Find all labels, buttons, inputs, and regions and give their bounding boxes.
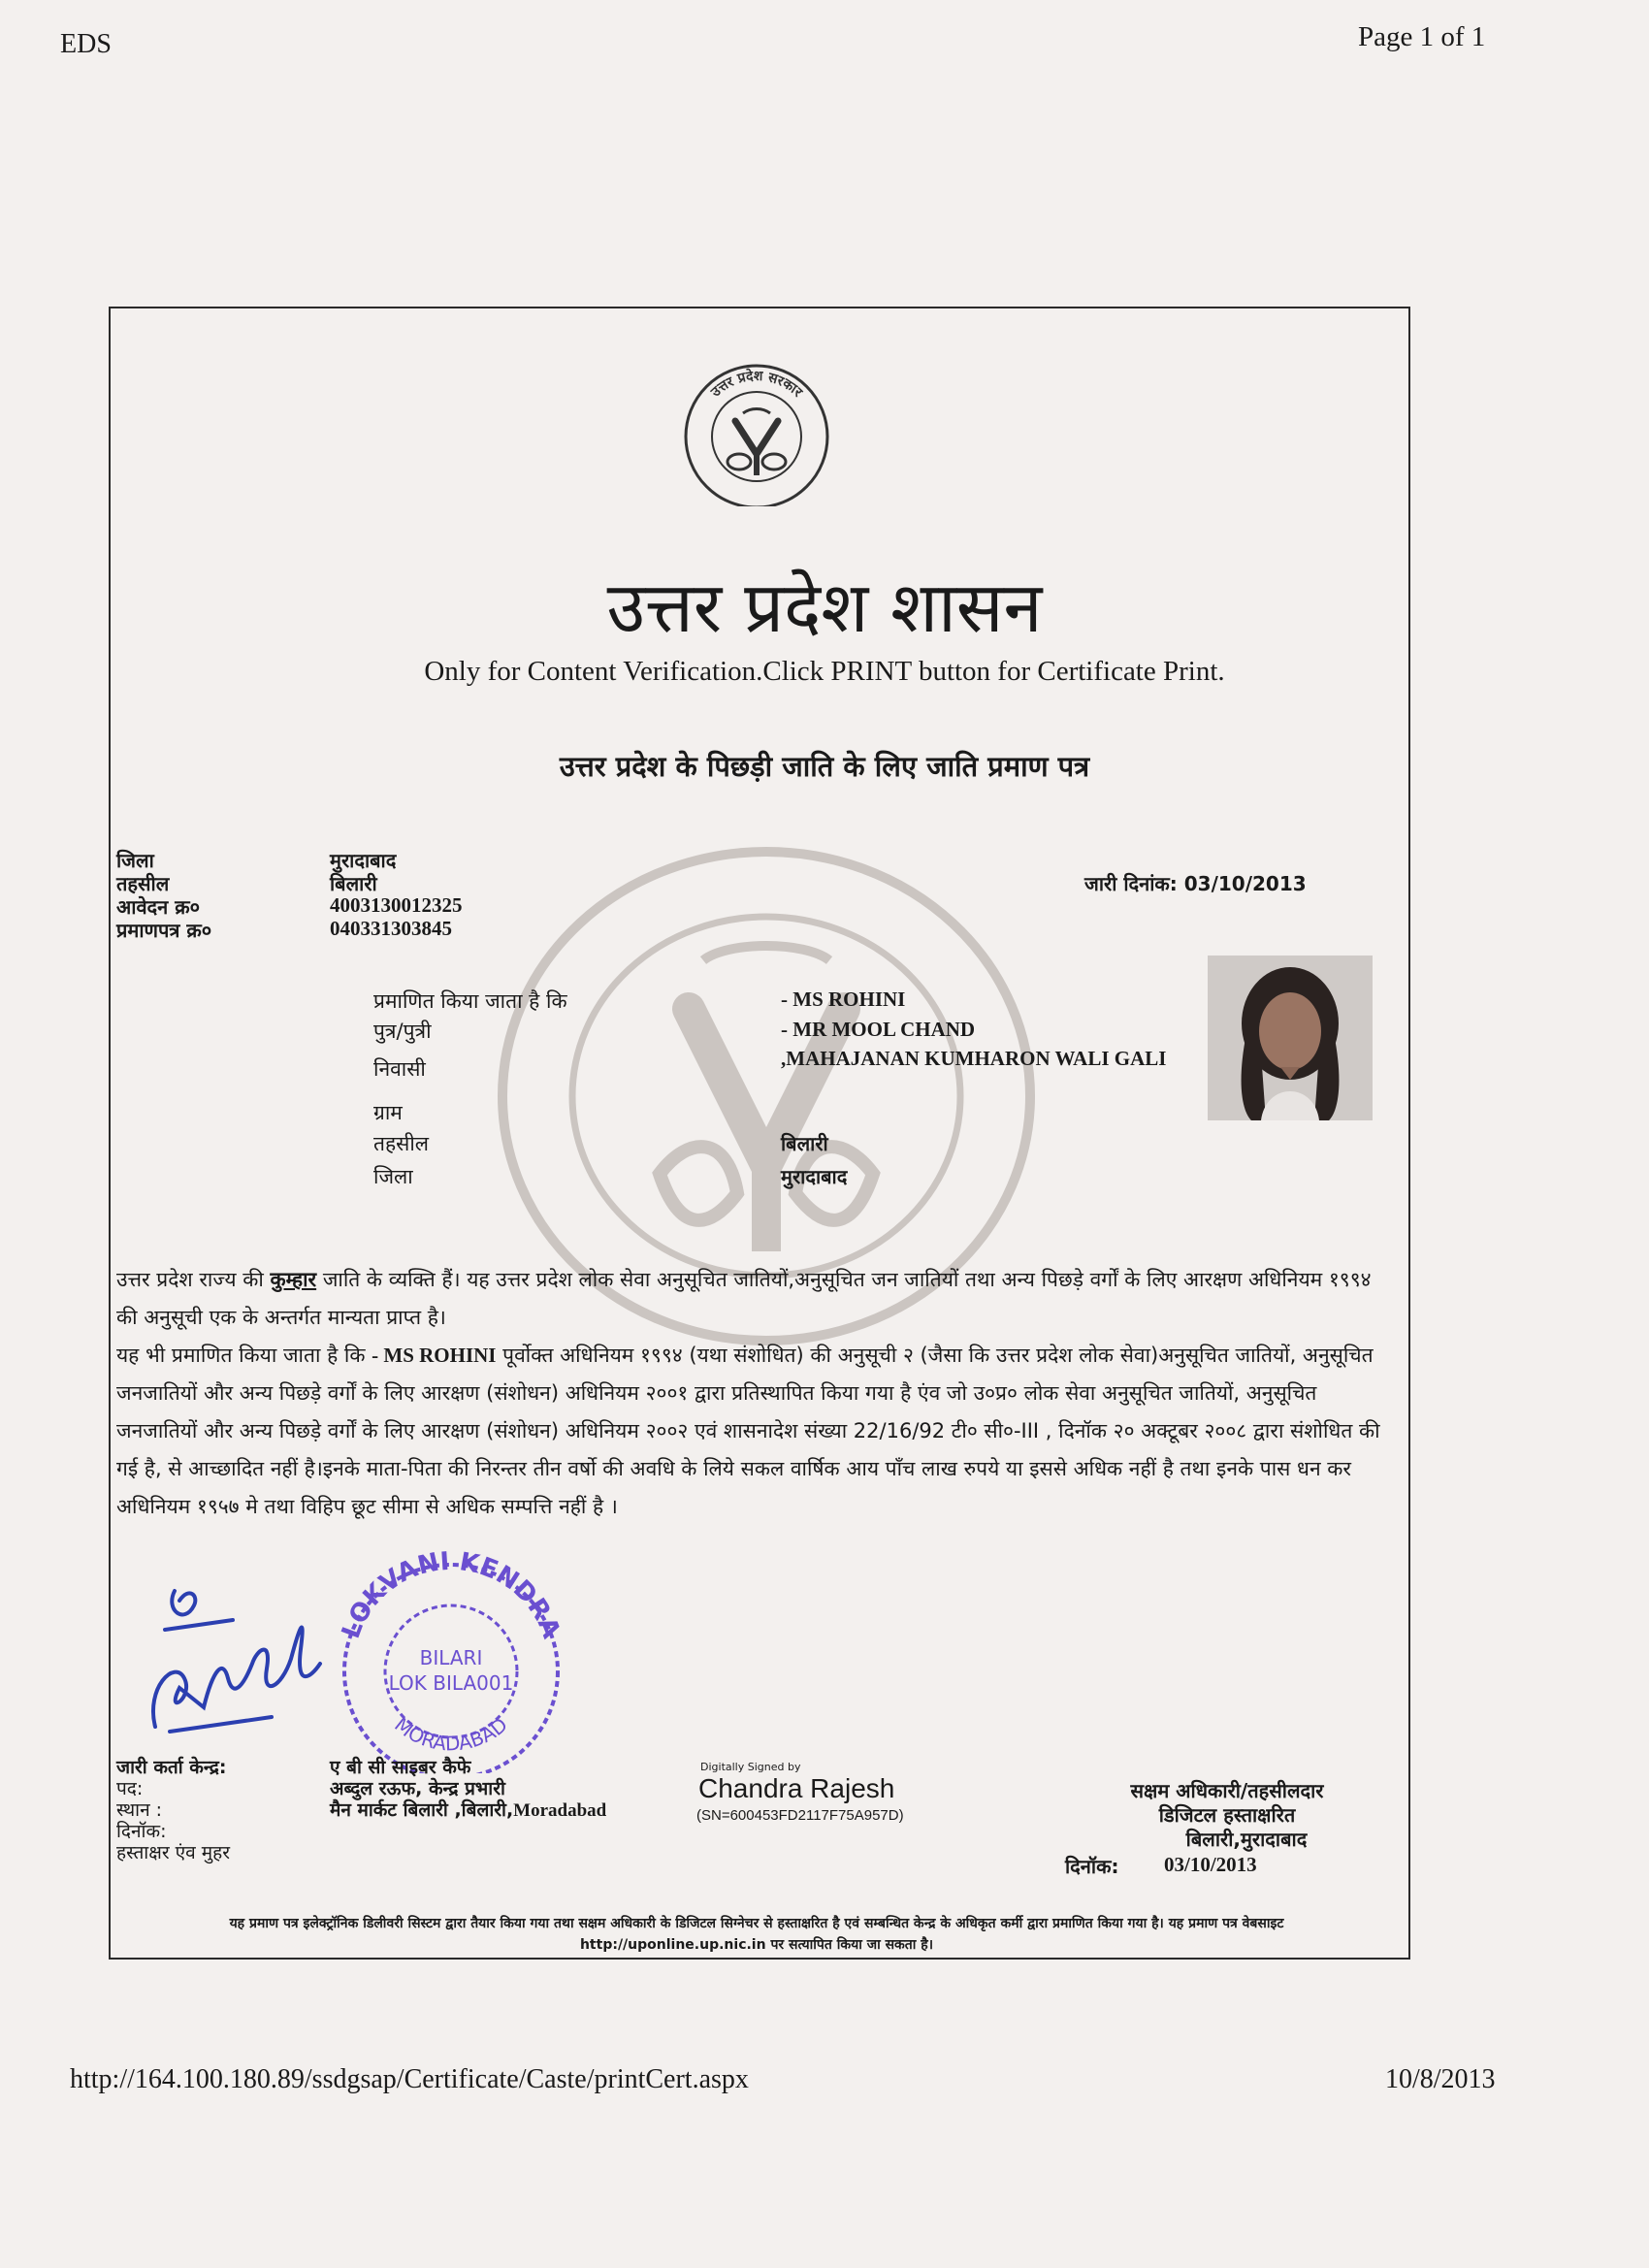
para2-after: पूर्वोक्त अधिनियम १९९४ (यथा संशोधित) की अनुसूची २ (जैसा कि उत्तर प्रदेश लोक सेवा)अनुसूचित जातियों, अनुसूचित जनजातियों और अन्य पिछड़े वर्गों के लिए आरक्षण (संशोधन) अधिनियम २००१ द्वारा प्रतिस्थापित किया गया है एंव जो उ०प्र० लोक सेवा अनुसूचित जातियों, अनुसूचित जनजातियों और अन्य पिछड़े वर्गों के लिए आरक्षण (संशोधन) अधिनियम २००२ एवं शासनादेश संख्या 22/16/92 टी० सी०-III , दिनॉक २० अक्टूबर २००८ द्वारा संशोधित की गई है, से आच्छादित नहीं है।इनके माता-पिता की निरन्तर तीन वर्षो की अवधि के लिये सकल वार्षिक आय पाँच लाख रुपये या इससे अधिक नहीं है तथा इनके पास धन कर अधिनियम १९५७ मे तथा विहिप छूट सीमा से अधिक सम्पत्ति नहीं है । [116, 1344, 1380, 1518]
digital-sign-caption: Digitally Signed by [700, 1761, 801, 1773]
detail-value: मुरादाबाद [781, 1165, 848, 1188]
authority-line: डिजिटल हस्ताक्षरित [1158, 1803, 1296, 1827]
stamp-ring-text: LOKVANI KENDRA [336, 1550, 566, 1643]
detail-row [373, 1018, 1169, 1048]
issuer-label: दिनॉक: [116, 1821, 167, 1842]
issuer-values [330, 1754, 607, 1821]
verification-notice: Only for Content Verification.Click PRINT button for Certificate Print. [424, 656, 1225, 687]
para1-after: जाति के व्यक्ति हैं। यह उत्तर प्रदेश लोक सेवा अनुसूचित जातियों,अनुसूचित जन जातियों तथा अन्य पिछड़े वर्गों के लिए आरक्षण अधिनियम १९९४ की अनुसूची एक के अन्तर्गत मान्यता प्राप्त है। [116, 1268, 1372, 1329]
meta-value: मुरादाबाद [330, 849, 397, 872]
issuer-center-name: ए बी सी साइबर कैफे [330, 1757, 471, 1778]
issuer-place-en: Moradabad [513, 1800, 607, 1821]
authority-line: बिलारी,मुरादाबाद [1185, 1828, 1308, 1851]
meta-row [116, 847, 463, 870]
meta-label: आवेदन क्र० [116, 895, 201, 919]
authority-date-label: दिनॉक: [1065, 1855, 1119, 1878]
meta-label: तहसील [116, 872, 170, 895]
detail-label: प्रमाणित किया जाता है कि [373, 989, 567, 1013]
detail-row [373, 988, 1169, 1018]
para2-before: यह भी प्रमाणित किया जाता है कि [116, 1344, 372, 1367]
issuer-label: जारी कर्ता केन्द्र: [116, 1757, 227, 1778]
issuer-label: स्थान : [116, 1799, 163, 1821]
detail-label: पुत्र/पुत्री [373, 1020, 432, 1043]
stamp-line2: LOK BILA001 [388, 1671, 514, 1695]
detail-label: ग्राम [373, 1101, 403, 1124]
stamp-line1: BILARI [419, 1646, 483, 1669]
detail-value: - MR MOOL CHAND [781, 1018, 976, 1041]
page-url[interactable]: http://164.100.180.89/ssdgsap/Certificate/Caste/printCert.aspx [70, 2064, 749, 2094]
detail-row [373, 1163, 1169, 1196]
emblem-text: उत्तर प्रदेश सरकार [708, 368, 806, 401]
certificate-subtitle: उत्तर प्रदेश के पिछड़ी जाति के लिए जाति प्रमाण पत्र [559, 750, 1090, 783]
stamp-bottom-text: MORADABAD [390, 1712, 512, 1756]
certificate-footer-note: यह प्रमाण पत्र इलेक्ट्रॉनिक डिलीवरी सिस्टम द्वारा तैयार किया गया तथा सक्षम अधिकारी के डिजिटल सिग्नेचर से हस्ताक्षरित है एवं सम्बन्धित केन्द्र के अधिकृत कर्मी द्वारा प्रमाणित किया गया है। यह प्रमाण पत्र वेबसाइट http://uponline.up.nic.in पर सत्यापित किया जा सकता है। [229, 1916, 1284, 1953]
meta-row [116, 893, 463, 917]
detail-label: तहसील [373, 1132, 429, 1155]
detail-row [373, 1048, 1169, 1091]
paragraph-certification [116, 1337, 1387, 1526]
meta-label: प्रमाणपत्र क्र० [116, 919, 212, 942]
detail-row [373, 1091, 1169, 1130]
applicant-name: - MS ROHINI [372, 1344, 497, 1367]
issuer-place [330, 1797, 607, 1821]
application-number: 4003130012325 [330, 893, 463, 917]
lokvani-kendra-stamp [320, 1550, 582, 1773]
page-header-left: EDS [60, 29, 112, 59]
digital-sign-serial: (SN=600453FD2117F75A957D) [696, 1807, 904, 1824]
caste-name: कुम्हार [270, 1268, 317, 1291]
certificate-title: उत्तर प्रदेश शासन [606, 567, 1043, 648]
meta-block [116, 847, 463, 940]
issuer-label: हस्ताक्षर एंव मुहर [116, 1842, 230, 1863]
page-number: Page 1 of 1 [1358, 21, 1486, 52]
handwritten-signature [136, 1571, 330, 1746]
detail-value: बिलारी [781, 1132, 828, 1155]
meta-label: जिला [116, 849, 154, 872]
meta-value: बिलारी [330, 872, 377, 895]
detail-label: जिला [373, 1165, 413, 1188]
authority-block [1067, 1777, 1387, 1850]
para1-before: उत्तर प्रदेश राज्य की [116, 1268, 271, 1291]
svg-text:LOKVANI KENDRA [337, 1550, 566, 1642]
detail-value: - MS ROHINI [781, 988, 906, 1011]
paragraph-caste [116, 1261, 1387, 1337]
print-date: 10/8/2013 [1385, 2064, 1496, 2094]
issuer-place-hi: मैन मार्कट बिलारी ,बिलारी, [330, 1799, 514, 1821]
digital-sign-name: Chandra Rajesh [698, 1773, 895, 1803]
up-government-emblem [679, 361, 834, 506]
applicant-photo [1208, 956, 1373, 1120]
certificate-number: 040331303845 [330, 917, 452, 940]
detail-label: निवासी [373, 1057, 426, 1081]
detail-value: ,MAHAJANAN KUMHARON WALI GALI [781, 1047, 1167, 1070]
issuer-label: पद: [116, 1778, 144, 1799]
authority-line: सक्षम अधिकारी/तहसीलदार [1130, 1779, 1324, 1802]
meta-row [116, 870, 463, 893]
svg-text:MORADABAD [390, 1713, 512, 1756]
details-block [373, 988, 1169, 1196]
issuer-labels [116, 1754, 230, 1861]
svg-text:उत्तर प्रदेश सरकार [707, 368, 806, 401]
meta-row [116, 917, 463, 940]
issue-date: जारी दिनांक: 03/10/2013 [1084, 872, 1307, 895]
issuer-designation: अब्दुल रऊफ, केन्द्र प्रभारी [330, 1778, 505, 1799]
authority-date: 03/10/2013 [1164, 1853, 1257, 1876]
detail-row [373, 1130, 1169, 1163]
